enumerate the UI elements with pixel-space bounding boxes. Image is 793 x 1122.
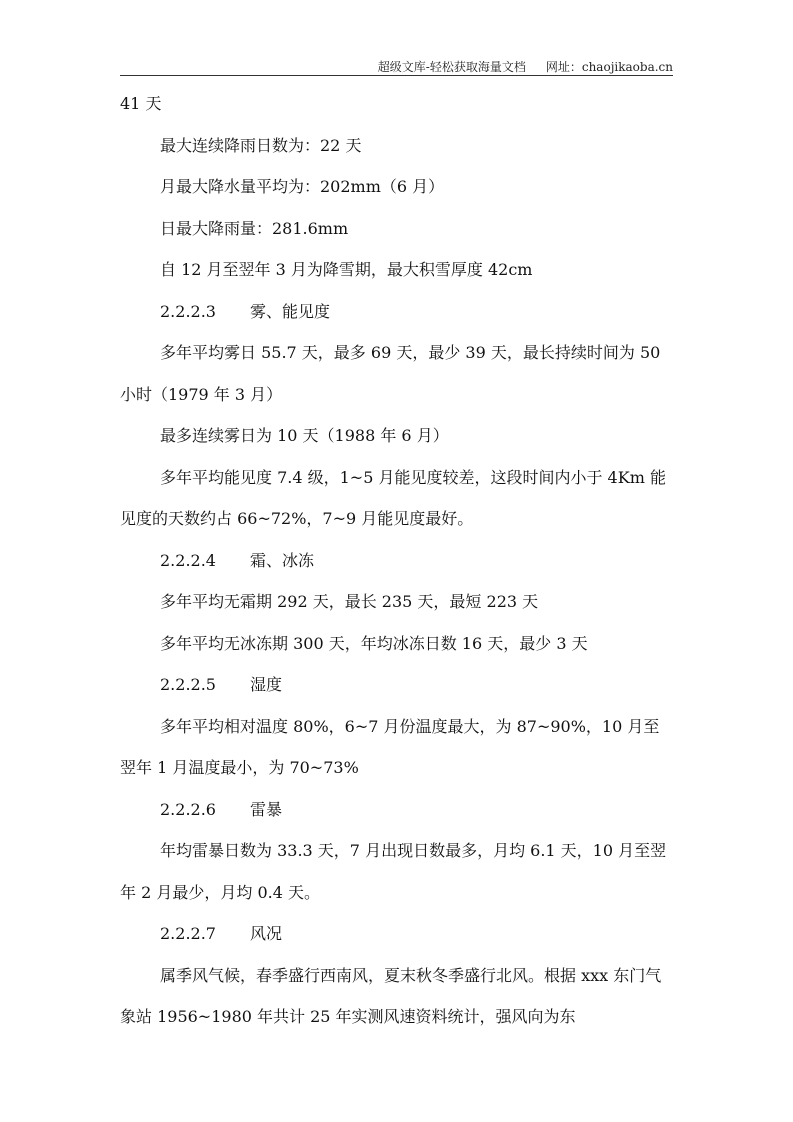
paragraph-continuation: 41 天 — [120, 94, 162, 113]
section-title: 雾、能见度 — [250, 301, 331, 321]
document-body — [120, 83, 673, 1038]
paragraph-monthly-max-precip: 月最大降水量平均为：202mm（6 月） — [160, 177, 445, 196]
header-divider — [120, 75, 673, 76]
header-url: 网址：chaojikaoba.cn — [545, 60, 673, 74]
paragraph-thunderstorm: 年均雷暴日数为 33.3 天，7 月出现日数最多，月均 6.1 天，10 月至翌年 2 月最少，月均 0.4 天。 — [120, 841, 667, 902]
paragraph-max-rain-days: 最大连续降雨日数为：22 天 — [160, 135, 362, 155]
section-title: 风况 — [250, 924, 283, 943]
paragraph-daily-max-rain: 日最大降雨量：281.6mm — [160, 218, 349, 238]
section-number: 2.2.2.4 — [160, 550, 216, 570]
section-number: 2.2.2.6 — [160, 799, 216, 819]
paragraph-humidity: 多年平均相对温度 80%，6~7 月份温度最大，为 87~90%，10 月至翌年 1 月温度最小，为 70~73% — [120, 716, 660, 777]
page-header — [120, 58, 673, 75]
section-heading-frost — [120, 540, 673, 582]
section-heading-fog — [120, 291, 673, 333]
header-site-name: 超级文库-轻松获取海量文档 — [377, 60, 526, 74]
paragraph-fog-days: 多年平均雾日 55.7 天，最多 69 天，最少 39 天，最长持续时间为 50 小时（1979 年 3 月） — [120, 343, 661, 404]
section-heading-thunder — [120, 789, 673, 831]
section-title: 雷暴 — [250, 799, 283, 819]
paragraph-wind: 属季风气候，春季盛行西南风，夏末秋冬季盛行北风。根据 xxx 东门气象站 1956~1980 年共计 25 年实测风速资料统计，强风向为东 — [120, 965, 662, 1026]
section-heading-humidity — [120, 664, 673, 706]
section-title: 霜、冰冻 — [250, 550, 315, 570]
section-title: 湿度 — [250, 675, 283, 694]
section-number: 2.2.2.5 — [160, 675, 216, 694]
paragraph-frost-free: 多年平均无霜期 292 天，最长 235 天，最短 223 天 — [160, 592, 539, 611]
section-number: 2.2.2.3 — [160, 301, 216, 321]
section-number: 2.2.2.7 — [160, 924, 216, 943]
paragraph-fog-consecutive: 最多连续雾日为 10 天（1988 年 6 月） — [160, 426, 449, 445]
paragraph-visibility: 多年平均能见度 7.4 级，1~5 月能见度较差，这段时间内小于 4Km 能见度的天数约占 66~72%，7~9 月能见度最好。 — [120, 467, 666, 528]
section-heading-wind — [120, 913, 673, 955]
paragraph-snow-period: 自 12 月至翌年 3 月为降雪期，最大积雪厚度 42cm — [160, 260, 533, 279]
paragraph-ice-free: 多年平均无冰冻期 300 天，年均冰冻日数 16 天，最少 3 天 — [160, 633, 588, 653]
